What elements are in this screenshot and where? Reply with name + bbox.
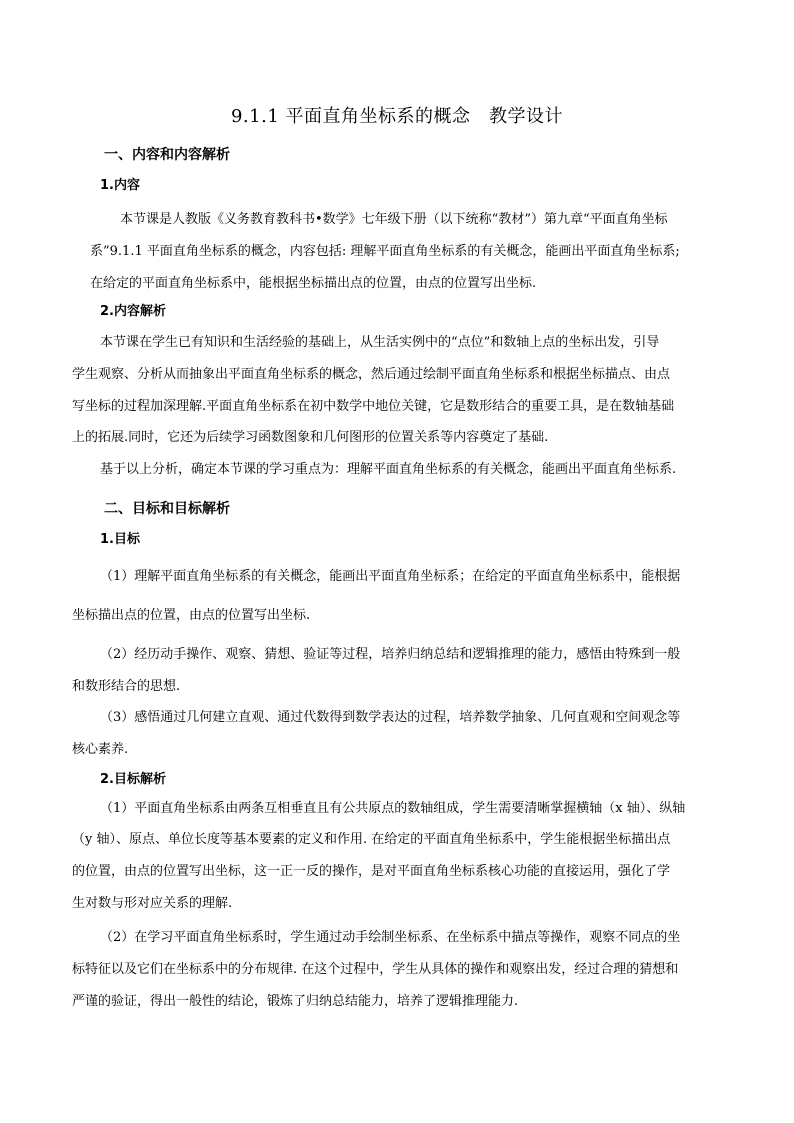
- subheading-goals: 1.目标: [100, 532, 140, 547]
- subheading-content-analysis: 2.内容解析: [100, 304, 166, 319]
- paragraph-line: （y 轴）、原点、单位长度等基本要素的定义和作用. 在给定的平面直角坐标系中，学生能根据坐标描出点: [72, 832, 671, 847]
- paragraph-line: 学生观察、分析从而抽象出平面直角坐标系的概念，然后通过绘制平面直角坐标系和根据坐标描点、由点: [72, 367, 671, 382]
- paragraph-line: （3）感悟通过几何建立直观、通过代数得到数学表达的过程，培养数学抽象、几何直观和空间观念等: [100, 710, 681, 725]
- paragraph-line: 本节课是人教版《义务教育教科书•数学》七年级下册（以下统称“教材”）第九章“平面直角坐标: [120, 212, 668, 227]
- paragraph-line: 写坐标的过程加深理解.平面直角坐标系在初中数学中地位关键，它是数形结合的重要工具，是在数轴基础: [72, 399, 675, 414]
- paragraph-line: 严谨的验证，得出一般性的结论，锻炼了归纳总结能力，培养了逻辑推理能力.: [72, 994, 519, 1009]
- paragraph-line: （1）平面直角坐标系由两条互相垂直且有公共原点的数轴组成，学生需要清晰掌握横轴（x 轴）、纵轴: [100, 801, 686, 816]
- paragraph-line: 核心素养.: [72, 742, 129, 757]
- paragraph-line: （2）经历动手操作、观察、猜想、验证等过程，培养归纳总结和逻辑推理的能力，感悟由特殊到一般: [100, 647, 681, 662]
- paragraph-line: 的位置，由点的位置写出坐标，这一正一反的操作，是对平面直角坐标系核心功能的直接运用，强化了学: [72, 864, 671, 879]
- paragraph-line: 在给定的平面直角坐标系中，能根据坐标描出点的位置，由点的位置写出坐标.: [90, 276, 537, 291]
- section-heading-goals: 二、目标和目标解析: [104, 501, 230, 517]
- paragraph-line: 生对数与形对应关系的理解.: [72, 896, 233, 911]
- paragraph-line: 本节课在学生已有知识和生活经验的基础上，从生活实例中的“点位”和数轴上点的坐标出发，引导: [100, 335, 660, 350]
- paragraph-line: 和数形结合的思想.: [72, 679, 181, 694]
- section-heading-content: 一、内容和内容解析: [104, 147, 230, 163]
- subheading-content: 1.内容: [100, 178, 140, 193]
- paragraph-line: 基于以上分析，确定本节课的学习重点为：理解平面直角坐标系的有关概念，能画出平面直角坐标系.: [100, 462, 677, 477]
- paragraph-line: 系”9.1.1 平面直角坐标系的概念，内容包括: 理解平面直角坐标系的有关概念，能画出平面直角坐标系;: [90, 244, 680, 259]
- paragraph-line: （2）在学习平面直角坐标系时，学生通过动手绘制坐标系、在坐标系中描点等操作，观察不同点的坐: [100, 930, 681, 945]
- paragraph-line: （1）理解平面直角坐标系的有关概念，能画出平面直角坐标系；在给定的平面直角坐标系中，能根据: [100, 569, 681, 584]
- subheading-goal-analysis: 2.目标解析: [100, 772, 166, 787]
- paragraph-line: 标特征以及它们在坐标系中的分布规律. 在这个过程中，学生从具体的操作和观察出发，经过合理的猜想和: [72, 962, 679, 977]
- paragraph-line: 坐标描出点的位置，由点的位置写出坐标.: [72, 608, 311, 623]
- document-title: 9.1.1 平面直角坐标系的概念 教学设计: [230, 106, 564, 127]
- paragraph-line: 上的拓展.同时，它还为后续学习函数图象和几何图形的位置关系等内容奠定了基础.: [72, 430, 549, 445]
